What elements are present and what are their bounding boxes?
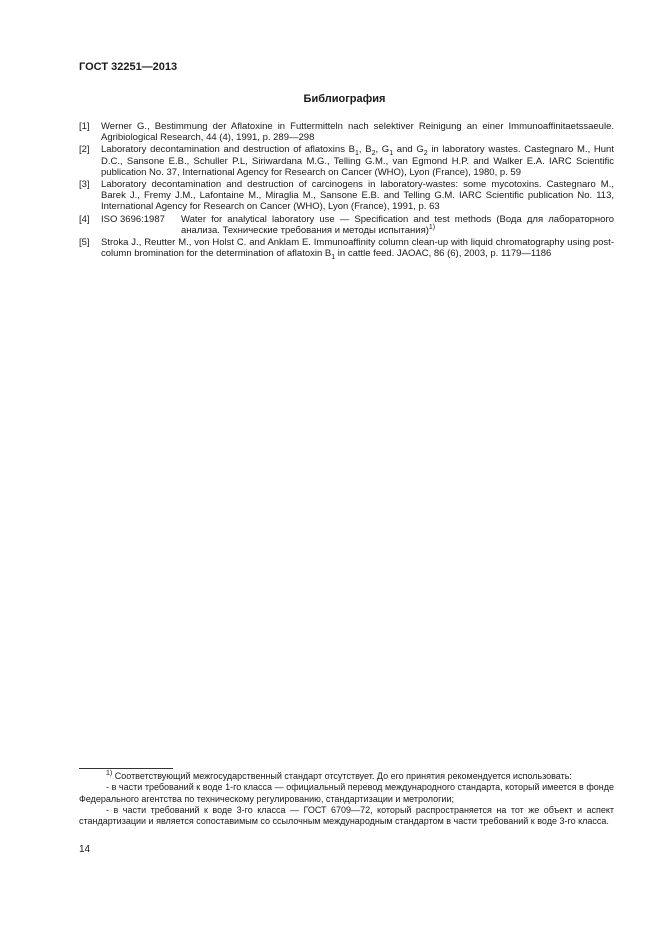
footnote-divider bbox=[79, 768, 173, 769]
entry-text: Laboratory decontamination and destruction of aflatoxins $B_1$, $B_2$, $G_1$ and $G_2$ in laboratory wastes. Castegnaro M., Hunt D.C., Sansone E.B., Schuller P.L, Siriwardana M.G., Telling G.M., van Egmond H.P. and Walker E.A. IARC Scientific publication No. 37, International Agency for Research on Cancer (WHO), Lyon (France), 1980, p. 59 bbox=[101, 144, 614, 178]
bibliography-entry-5 bbox=[79, 237, 614, 262]
footnote-line: - в части требований к воде 3-го класса — ГОСТ 6709—72, который распространяется на тот же объект и аспект стандартизации и является сопоставимым со ссылочным международным стандартом в части требований к воде 3-го класса. bbox=[79, 804, 614, 827]
entry-text: Water for analytical laboratory use — Specification and test methods (Вода для лабораторного анализа. Технические требования и методы испытания)$^{1)}$ bbox=[181, 213, 614, 236]
page-number: 14 bbox=[79, 844, 91, 855]
footnote bbox=[79, 771, 614, 827]
footnote-mark: 1) bbox=[106, 770, 113, 777]
bibliography-entry-2 bbox=[79, 144, 614, 178]
bibliography-list bbox=[79, 121, 614, 260]
entry-text: Laboratory decontamination and destruction of carcinogens in laboratory-wastes: some mycotoxins. Castegnaro M., Barek J., Fremy J.M., Lafontaine M., Miraglia M., Sansone E.B. and Telling G.M. IARC Scientific publication No. 113, International Agency for Research on Cancer (WHO), Lyon (France), 1991, p. 63 bbox=[101, 179, 614, 213]
footnote-line: - в части требований к воде 1-го класса — официальный перевод международного стандарта, который имеется в фонде Федерального агентства по техническому регулированию, стандартизации и метрологии; bbox=[79, 782, 614, 804]
entry-number: [4] bbox=[79, 213, 90, 225]
bibliography-entry-3 bbox=[79, 179, 614, 213]
entry-number: [5] bbox=[79, 237, 90, 249]
entry-number: [2] bbox=[79, 144, 90, 156]
bibliography-entry-4 bbox=[79, 214, 614, 236]
entry-number: [3] bbox=[79, 179, 90, 191]
entry-number: [1] bbox=[79, 121, 90, 132]
section-title: Библиография bbox=[303, 93, 386, 105]
entry-text: Stroka J., Reutter M., von Holst C. and Anklam E. Immunoaffinity column clean-up with liquid chromatography using post-column bromination for the determination of aflatoxin $B_1$ in cattle feed. JAOAC, 86 (6), 2003, p. 1179—1186 bbox=[101, 237, 614, 262]
entry-text: Werner G., Bestimmung der Aflatoxine in Futtermitteln nach selektiver Reinigung an einer Immunoaffinitaetssaeule. Agribiological Research, 44 (4), 1991, p. 289—298 bbox=[101, 121, 614, 144]
footnote-reference: 1) bbox=[428, 223, 436, 231]
document-header: ГОСТ 32251—2013 bbox=[79, 61, 178, 73]
bibliography-entry-1 bbox=[79, 121, 614, 143]
standard-code: ISO 3696:1987 bbox=[101, 213, 165, 225]
footnote-line: $^{1)}$ Соответствующий межгосударственный стандарт отсутствует. До его принятия рекомендуется использовать: bbox=[106, 770, 572, 781]
